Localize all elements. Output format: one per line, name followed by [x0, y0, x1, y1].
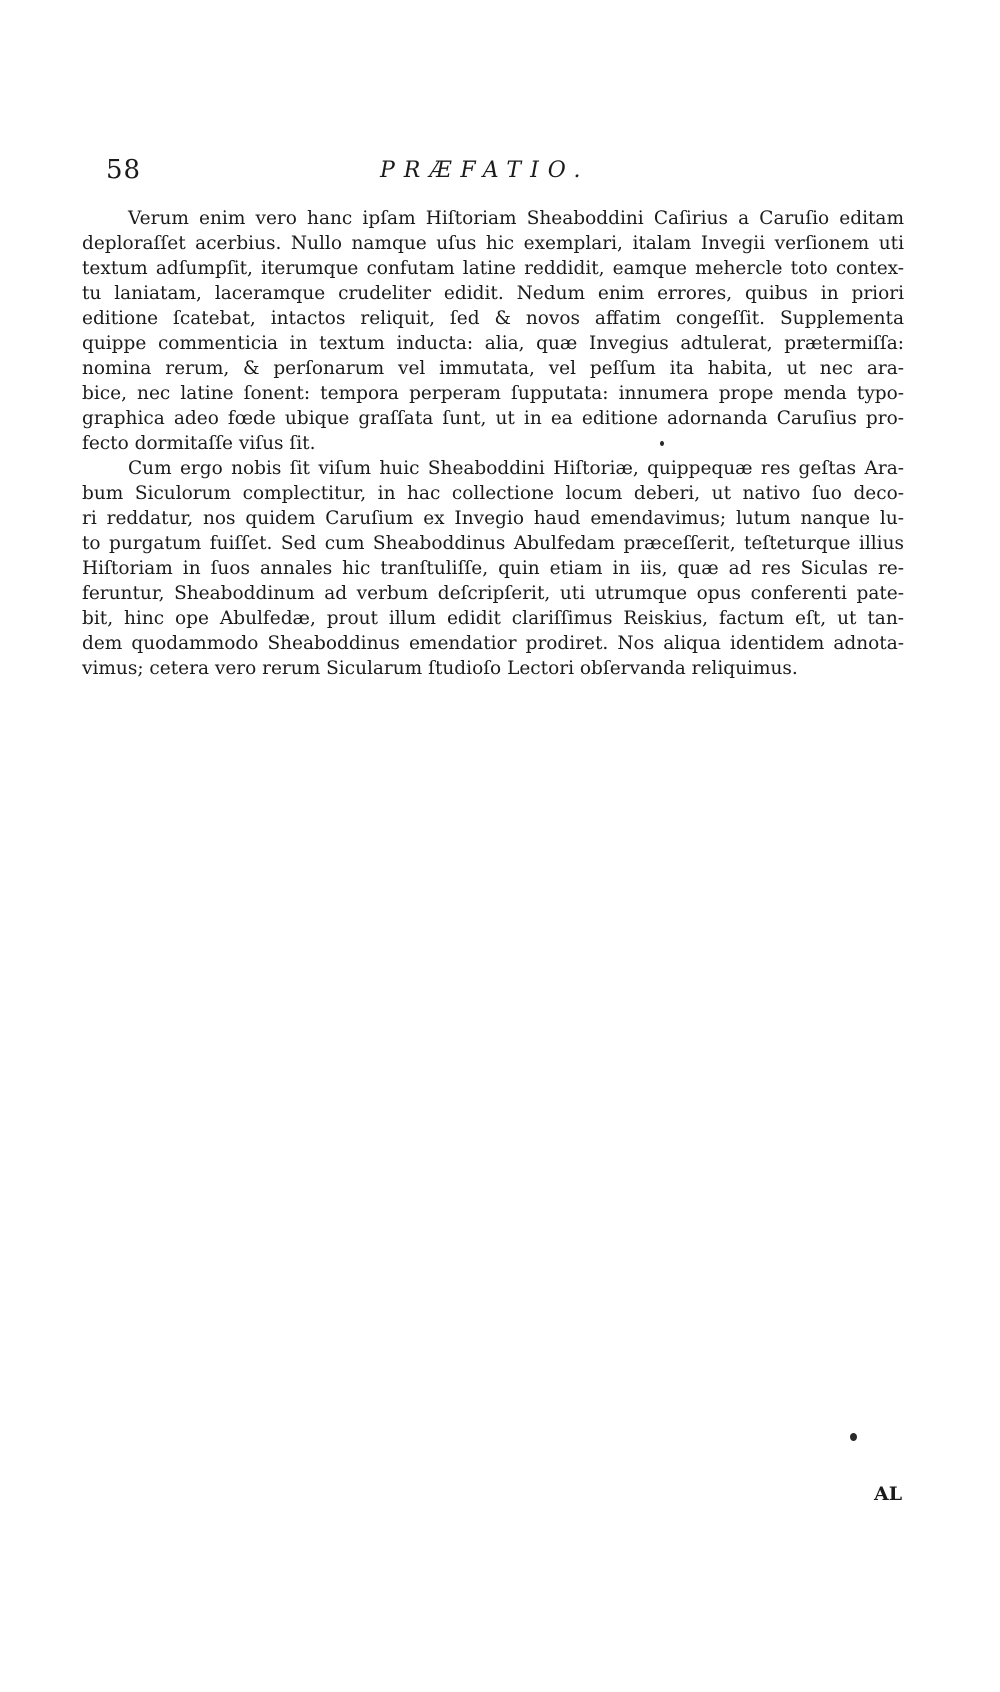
text-line: feruntur, Sheaboddinum ad verbum deſcripſerit, uti utrumque opus conferenti pate-	[82, 583, 904, 604]
text-line: to purgatum fuiſſet. Sed cum Sheaboddinus Abulfedam præceſſerit, teſteturque illius	[82, 533, 904, 554]
text-line: nomina rerum, & perſonarum vel immutata, vel peſſum ita habita, ut nec ara-	[82, 358, 904, 379]
text-line: editione ſcatebat, intactos reliquit, ſed & novos affatim congeſſit. Supplementa	[82, 308, 904, 329]
paragraph-1	[82, 206, 904, 456]
text-line: Hiſtoriam in ſuos annales hic tranſtuliſſe, quin etiam in iis, quæ ad res Siculas re-	[82, 558, 904, 579]
text-line: textum adſumpſit, iterumque confutam latine reddidit, eamque mehercle toto contex-	[82, 258, 904, 279]
text-line: deploraſſet acerbius. Nullo namque uſus hic exemplari, italam Invegii verſionem uti	[82, 233, 904, 254]
text-line: Cum ergo nobis ſit viſum huic Sheaboddini Hiſtoriæ, quippequæ res geſtas Ara-	[128, 458, 904, 479]
paragraph-2	[82, 456, 904, 681]
text-line: vimus; cetera vero rerum Sicularum ſtudioſo Lectori obſervanda reliquimus.	[82, 658, 798, 679]
text-line: dem quodammodo Sheaboddinus emendatior prodiret. Nos aliqua identidem adnota-	[82, 633, 904, 654]
text-line: graphica adeo fœde ubique graſſata ſunt, ut in ea editione adornanda Caruſius pro-	[82, 408, 904, 429]
text-line: tu laniatam, laceramque crudeliter edidit. Nedum enim errores, quibus in priori	[82, 283, 904, 304]
page-number: 58	[106, 155, 142, 185]
text-line: ri reddatur, nos quidem Caruſium ex Invegio haud emendavimus; lutum nanque lu-	[82, 508, 904, 529]
text-line: fecto dormitaſſe viſus ſit.	[82, 433, 316, 454]
ink-speck	[850, 1433, 857, 1441]
catchword: AL	[874, 1483, 903, 1505]
text-line: bice, nec latine ſonent: tempora perperam ſupputata: innumera prope menda typo-	[82, 383, 904, 404]
running-head: PRÆFATIO.	[380, 158, 590, 183]
text-line: quippe commenticia in textum inducta: alia, quæ Invegius adtulerat, prætermiſſa:	[82, 333, 904, 354]
ink-speck	[660, 441, 664, 446]
text-line: Verum enim vero hanc ipſam Hiſtoriam Sheaboddini Caſirius a Caruſio editam	[128, 208, 904, 229]
text-line: bit, hinc ope Abulfedæ, prout illum edidit clariſſimus Reiskius, factum eſt, ut tan-	[82, 608, 904, 629]
body-text	[82, 206, 904, 681]
text-line: bum Siculorum complectitur, in hac collectione locum deberi, ut nativo ſuo deco-	[82, 483, 904, 504]
